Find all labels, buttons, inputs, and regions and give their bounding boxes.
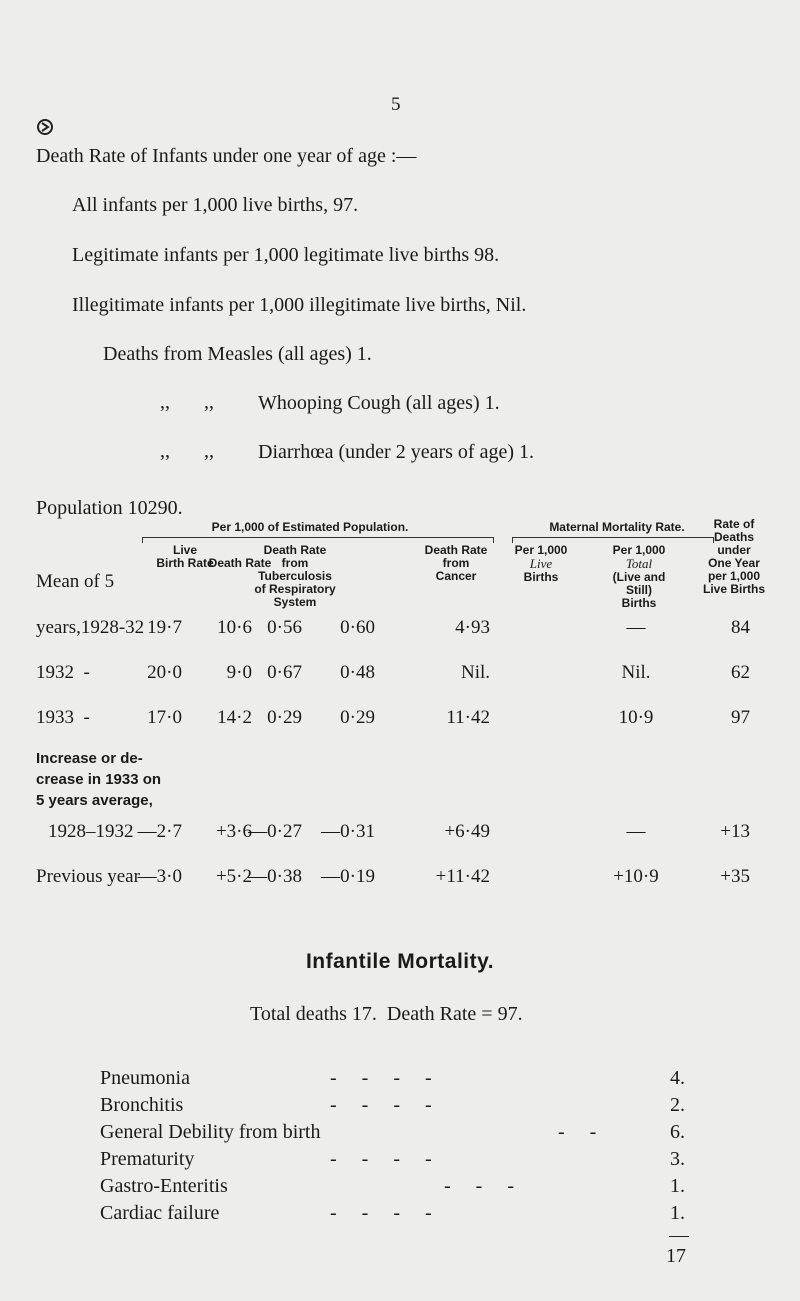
cell-live-birth: 19·7: [147, 617, 182, 638]
col-header-maternal-total: Per 1,000 Total (Live and Still) Births: [612, 543, 666, 610]
cell-cancer: —0·31: [321, 821, 375, 842]
cause-count: 1.: [670, 1175, 685, 1197]
cause-name: Pneumonia: [100, 1067, 190, 1089]
cause-count: 2.: [670, 1094, 685, 1116]
cell-maternal-total: —: [626, 617, 646, 638]
cell-infant: 84: [731, 617, 750, 638]
col-header-live-birth-rate: Live Birth Rate: [156, 543, 214, 570]
cell-maternal-total: 10·9: [618, 707, 654, 728]
intro-line-whooping-cough: Whooping Cough (all ages) 1.: [258, 392, 500, 414]
intro-line-legitimate: Legitimate infants per 1,000 legitimate live births 98.: [72, 244, 500, 266]
intro-line-diarrhoea: Diarrhœa (under 2 years of age) 1.: [258, 441, 534, 463]
cell-infant: +13: [720, 821, 750, 842]
cause-count: 6.: [670, 1121, 685, 1143]
cell-live-birth: —3·0: [137, 866, 182, 887]
cell-infant: +35: [720, 866, 750, 887]
cause-leader: - - - -: [330, 1067, 432, 1089]
intro-title: Death Rate of Infants under one year of age :—: [36, 145, 417, 167]
cell-tb: —0·38: [248, 866, 302, 887]
cell-death-rate: +5·2: [215, 866, 252, 887]
cause-name: General Debility from birth: [100, 1121, 321, 1143]
cell-live-birth: —2·7: [137, 821, 182, 842]
intro-line-measles: Deaths from Measles (all ages) 1.: [103, 343, 372, 365]
cell-tb: 0·67: [267, 662, 302, 683]
infantile-summary: Total deaths 17. Death Rate = 97.: [250, 1003, 523, 1025]
row-label: years,1928-32: [36, 617, 145, 638]
cell-death-rate: 14·2: [217, 707, 252, 728]
cell-maternal-live: 11·42: [446, 707, 490, 728]
cell-maternal-total: Nil.: [621, 662, 651, 683]
group-header-per-1000: Per 1,000 of Estimated Population.: [211, 520, 409, 534]
ditto-mark: ,,: [160, 440, 170, 462]
cell-death-rate: 10·6: [217, 617, 252, 638]
cell-cancer: 0·48: [340, 662, 375, 683]
intro-line-illegitimate: Illegitimate infants per 1,000 illegitimate live births, Nil.: [72, 294, 527, 316]
cause-leader: - - - -: [330, 1148, 432, 1170]
cause-name: Gastro-Enteritis: [100, 1175, 228, 1197]
total-rule: [669, 1236, 689, 1237]
infantile-heading: Infantile Mortality.: [305, 950, 495, 973]
cause-leader: - - - -: [330, 1202, 432, 1224]
cell-live-birth: 20·0: [147, 662, 182, 683]
cell-tb: —0·27: [248, 821, 302, 842]
cause-leader: - - -: [444, 1175, 514, 1197]
cell-infant: 97: [731, 707, 750, 728]
cell-maternal-total: +10·9: [613, 866, 659, 887]
infantile-total: 17: [666, 1245, 686, 1267]
cell-maternal-total: —: [626, 821, 646, 842]
population: Population 10290.: [36, 497, 183, 519]
cell-infant: 62: [731, 662, 750, 683]
col-header-infant-deaths: Rate of Deaths under One Year per 1,000 Live Births: [702, 517, 765, 596]
cell-maternal-live: Nil.: [460, 662, 490, 683]
stub-heading: Mean of 5: [36, 571, 115, 592]
cell-death-rate: +3·6: [215, 821, 252, 842]
cell-cancer: —0·19: [321, 866, 375, 887]
col-header-tb-death-rate: Death Rate from Tuberculosis of Respiratory System: [254, 543, 336, 609]
ditto-mark: ,,: [160, 391, 170, 413]
cause-name: Prematurity: [100, 1148, 195, 1170]
circle-arrow-icon: [36, 118, 54, 136]
increase-label: Increase or de- crease in 1933 on 5 years average,: [36, 750, 162, 809]
cause-name: Bronchitis: [100, 1094, 184, 1116]
cell-tb: 0·29: [267, 707, 302, 728]
col-header-cancer-death-rate: Death Rate from Cancer: [424, 543, 488, 583]
row-label: Previous year: [36, 866, 140, 887]
cell-live-birth: 17·0: [147, 707, 182, 728]
cell-cancer: 0·29: [340, 707, 375, 728]
row-label: 1933 -: [36, 707, 90, 728]
intro-line-all-infants: All infants per 1,000 live births, 97.: [72, 194, 359, 216]
cell-death-rate: 9·0: [226, 662, 252, 683]
cell-maternal-live: +11·42: [435, 866, 490, 887]
col-header-maternal-live: Per 1,000 Live Births: [514, 543, 568, 584]
cell-cancer: 0·60: [340, 617, 375, 638]
cause-leader: - - - -: [330, 1094, 432, 1116]
page-number: 5: [391, 94, 401, 115]
cause-count: 3.: [670, 1148, 685, 1170]
cell-tb: 0·56: [267, 617, 302, 638]
col-header-death-rate: Death Rate: [208, 556, 272, 570]
cell-maternal-live: +6·49: [444, 821, 490, 842]
ditto-mark: ,,: [204, 391, 214, 413]
cause-count: 4.: [670, 1067, 685, 1089]
cause-name: Cardiac failure: [100, 1202, 220, 1224]
group-header-maternal: Maternal Mortality Rate.: [549, 520, 685, 534]
row-label: 1928–1932: [48, 821, 134, 842]
cause-leader: - -: [558, 1121, 597, 1143]
row-label: 1932 -: [36, 662, 90, 683]
cell-maternal-live: 4·93: [455, 617, 490, 638]
ditto-mark: ,,: [204, 440, 214, 462]
cause-count: 1.: [670, 1202, 685, 1224]
